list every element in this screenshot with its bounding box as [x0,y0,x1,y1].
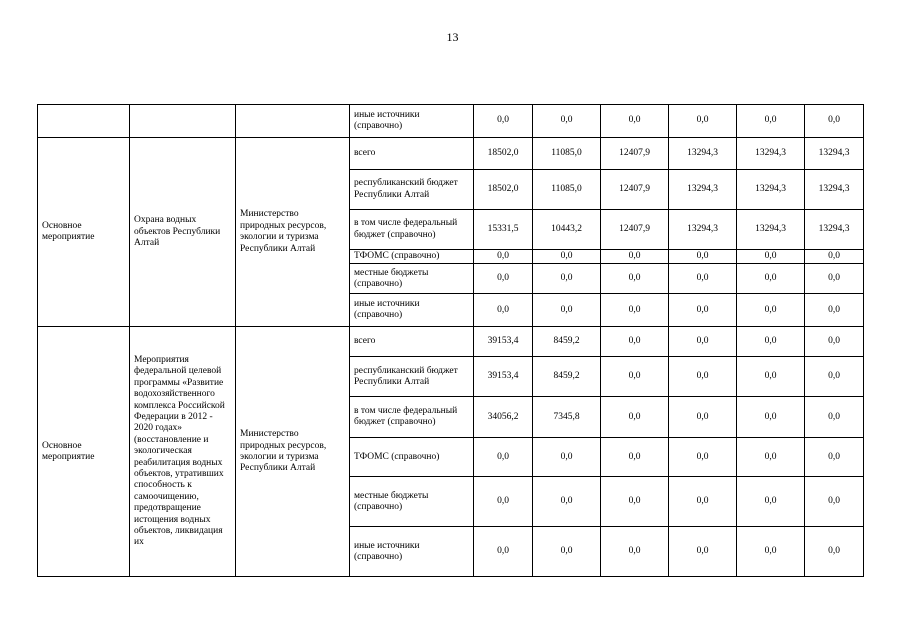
value-cell: 0,0 [533,264,601,294]
source-cell: республиканский бюджет Республики Алтай [350,170,474,210]
value-cell: 0,0 [805,477,864,527]
value-cell: 0,0 [805,397,864,438]
value-cell: 0,0 [669,438,737,477]
value-cell: 0,0 [601,438,669,477]
page-number: 13 [446,30,459,44]
value-cell: 0,0 [805,438,864,477]
source-cell: всего [350,138,474,170]
value-cell: 0,0 [533,294,601,327]
source-cell: ТФОМС (справочно) [350,250,474,264]
value-cell: 0,0 [737,438,805,477]
value-cell: 0,0 [669,105,737,138]
source-cell: ТФОМС (справочно) [350,438,474,477]
value-cell: 13294,3 [669,170,737,210]
value-cell: 10443,2 [533,210,601,250]
value-cell: 0,0 [601,527,669,577]
activity-name: Охрана водных объектов Республики Алтай [130,138,236,327]
executor: Министерство природных ресурсов, экологии и туризма Республики Алтай [236,327,350,577]
value-cell: 0,0 [474,527,533,577]
value-cell: 0,0 [669,327,737,357]
value-cell: 0,0 [805,250,864,264]
activity-type: Основное мероприятие [38,138,130,327]
value-cell: 11085,0 [533,138,601,170]
value-cell: 0,0 [533,105,601,138]
value-cell: 0,0 [474,264,533,294]
value-cell: 13294,3 [669,210,737,250]
value-cell: 0,0 [474,477,533,527]
value-cell: 0,0 [601,357,669,397]
value-cell: 18502,0 [474,170,533,210]
value-cell: 8459,2 [533,357,601,397]
value-cell: 0,0 [669,397,737,438]
executor-cell-empty [236,105,350,138]
value-cell: 0,0 [474,250,533,264]
value-cell: 13294,3 [737,210,805,250]
value-cell: 12407,9 [601,210,669,250]
value-cell: 0,0 [474,105,533,138]
value-cell: 18502,0 [474,138,533,170]
value-cell: 0,0 [533,250,601,264]
source-cell: иные источники (справочно) [350,105,474,138]
value-cell: 7345,8 [533,397,601,438]
source-cell: местные бюджеты (справочно) [350,477,474,527]
value-cell: 39153,4 [474,327,533,357]
value-cell: 0,0 [669,357,737,397]
value-cell: 0,0 [533,438,601,477]
value-cell: 8459,2 [533,327,601,357]
source-cell: иные источники (справочно) [350,527,474,577]
table-row [38,138,864,170]
value-cell: 12407,9 [601,138,669,170]
value-cell: 0,0 [601,477,669,527]
value-cell: 0,0 [805,527,864,577]
value-cell: 13294,3 [737,170,805,210]
table-row [38,105,864,138]
activity-name: Мероприятия федеральной целевой программы «Развитие водохозяйственного комплекса Российской Федерации в 2012 - 2020 годах» (восстановление и экологическая реабилитация водных объектов, утративших способность к самоочищению, предотвращение истощения водных объектов, ликвидация их [130,327,236,577]
value-cell: 0,0 [805,105,864,138]
source-cell: в том числе федеральный бюджет (справочно) [350,397,474,438]
value-cell: 0,0 [737,357,805,397]
value-cell: 0,0 [737,264,805,294]
value-cell: 0,0 [737,105,805,138]
value-cell: 0,0 [601,105,669,138]
value-cell: 0,0 [669,250,737,264]
value-cell: 0,0 [737,294,805,327]
value-cell: 0,0 [533,527,601,577]
value-cell: 0,0 [805,357,864,397]
value-cell: 39153,4 [474,357,533,397]
type-cell-empty [38,105,130,138]
value-cell: 15331,5 [474,210,533,250]
value-cell: 0,0 [601,327,669,357]
value-cell: 34056,2 [474,397,533,438]
source-cell: иные источники (справочно) [350,294,474,327]
source-cell: в том числе федеральный бюджет (справочно) [350,210,474,250]
source-cell: республиканский бюджет Республики Алтай [350,357,474,397]
value-cell: 0,0 [805,264,864,294]
value-cell: 0,0 [669,264,737,294]
value-cell: 0,0 [805,294,864,327]
value-cell: 0,0 [601,264,669,294]
value-cell: 0,0 [737,327,805,357]
value-cell: 0,0 [669,477,737,527]
value-cell: 0,0 [737,477,805,527]
value-cell: 13294,3 [737,138,805,170]
value-cell: 0,0 [737,397,805,438]
value-cell: 0,0 [669,294,737,327]
value-cell: 0,0 [533,477,601,527]
value-cell: 13294,3 [669,138,737,170]
source-cell: всего [350,327,474,357]
value-cell: 11085,0 [533,170,601,210]
value-cell: 0,0 [474,294,533,327]
value-cell: 0,0 [805,327,864,357]
value-cell: 13294,3 [805,210,864,250]
executor: Министерство природных ресурсов, экологии и туризма Республики Алтай [236,138,350,327]
value-cell: 13294,3 [805,170,864,210]
activity-type: Основное мероприятие [38,327,130,577]
name-cell-empty [130,105,236,138]
source-cell: местные бюджеты (справочно) [350,264,474,294]
value-cell: 0,0 [601,250,669,264]
value-cell: 12407,9 [601,170,669,210]
value-cell: 0,0 [737,527,805,577]
value-cell: 0,0 [601,294,669,327]
value-cell: 0,0 [669,527,737,577]
value-cell: 0,0 [474,438,533,477]
value-cell: 0,0 [737,250,805,264]
value-cell: 13294,3 [805,138,864,170]
value-cell: 0,0 [601,397,669,438]
table-row [38,327,864,357]
budget-table [37,104,864,577]
